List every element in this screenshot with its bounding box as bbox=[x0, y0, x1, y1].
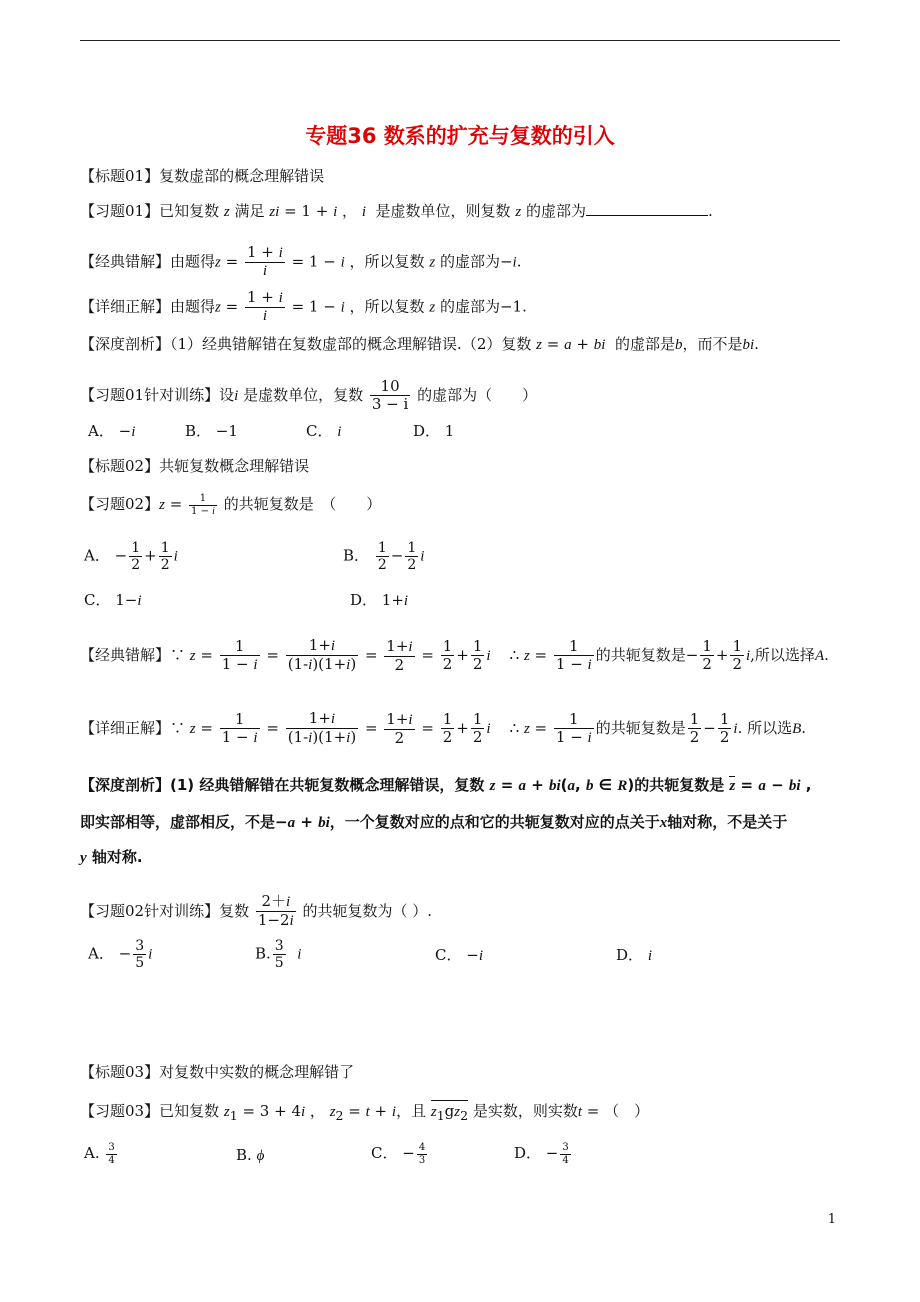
text: 的虚部为（ ） bbox=[417, 385, 538, 404]
section-1-heading: 【标题01】复数虚部的概念理解错误 bbox=[80, 167, 325, 185]
text: ，且 bbox=[396, 1102, 427, 1120]
option-label: C． bbox=[84, 591, 111, 609]
text: 已知复数 bbox=[159, 202, 220, 220]
label: 【习题01】 bbox=[80, 202, 160, 220]
text: 轴对称. bbox=[91, 848, 143, 866]
option-label: A． bbox=[84, 546, 110, 565]
option-label: A． bbox=[88, 422, 114, 440]
text: 的共轭复数是 （ ） bbox=[223, 495, 382, 513]
detailed-correct-01: 【详细正解】由题得z = $\frac{1 + i}{i}$ = 1 − i ，所以复数 z 的虚部为−1. bbox=[80, 288, 527, 325]
label: 【详细正解】 bbox=[80, 297, 171, 316]
option-d[interactable]: D． − $\frac{3}{4}$ bbox=[514, 1142, 569, 1166]
option-label: D． bbox=[350, 591, 378, 609]
text: 的虚部为 bbox=[525, 202, 586, 220]
option-c[interactable]: C． −i bbox=[435, 946, 483, 964]
header-rule bbox=[80, 40, 840, 41]
deep-analysis-02-line3: y 轴对称. bbox=[80, 848, 143, 866]
option-a[interactable]: A． −i bbox=[88, 422, 136, 440]
option-a[interactable]: A. $\frac{3}{4}$ bbox=[84, 1142, 115, 1166]
label: 【深度剖析】 bbox=[80, 335, 171, 353]
text: ，所以复数 bbox=[349, 252, 425, 271]
label: 【经典错解】 bbox=[80, 645, 171, 664]
option-label: D． bbox=[616, 946, 644, 964]
option-b[interactable]: B． −1 bbox=[185, 422, 238, 440]
deep-analysis-01: 【深度剖析】（1）经典错解错在复数虚部的概念理解错误.（2）复数 z = a + bi 的虚部是b，而不是bi. bbox=[80, 335, 759, 353]
exercise-01: 【习题01】已知复数 z 满足 zi = 1 + i ， i 是虚数单位，则复数 z 的虚部为 . bbox=[80, 199, 713, 223]
label: 【习题01针对训练】 bbox=[80, 385, 220, 404]
text: 是实数，则实数 bbox=[472, 1102, 578, 1120]
option-label: B. bbox=[236, 1146, 252, 1164]
label: 【习题02针对训练】 bbox=[80, 901, 220, 920]
text: 的虚部是 bbox=[614, 335, 675, 353]
option-d[interactable]: D． i bbox=[616, 946, 652, 964]
text: 轴对称，不是关于 bbox=[667, 813, 788, 831]
text: ,所以选择 bbox=[750, 645, 815, 664]
text: 已知复数 bbox=[159, 1102, 220, 1120]
option-c[interactable]: C． i bbox=[306, 422, 342, 440]
option-label: C． bbox=[306, 422, 333, 440]
text: 的共轭复数是 bbox=[595, 718, 686, 737]
text: 是虚数单位，则复数 bbox=[375, 202, 511, 220]
text: . 所以选 bbox=[737, 718, 793, 737]
option-label: A． bbox=[88, 944, 114, 963]
text: 即实部相等，虚部相反，不是 bbox=[80, 813, 276, 831]
option-label: D． bbox=[514, 1144, 542, 1162]
text: (1) 经典错解错在共轭复数概念理解错误，复数 bbox=[170, 776, 485, 794]
text: 的共轭复数是 bbox=[634, 776, 725, 794]
option-d[interactable]: D． 1+i bbox=[350, 591, 409, 609]
text: 设 bbox=[219, 385, 235, 404]
text: 的共轭复数是 bbox=[595, 645, 686, 664]
option-c[interactable]: C． 1−i bbox=[84, 591, 142, 609]
option-label: B. bbox=[255, 944, 271, 963]
training-02: 【习题02针对训练】复数 $\frac{2+i}{1-2i}$ 的共轭复数为（ ）. bbox=[80, 892, 433, 930]
section-2-heading: 【标题02】共轭复数概念理解错误 bbox=[80, 457, 310, 475]
option-label: C． bbox=[435, 946, 462, 964]
text: 的虚部为 bbox=[439, 252, 500, 271]
page-title: 专题36 数系的扩充与复数的引入 bbox=[305, 124, 615, 148]
option-label: B． bbox=[185, 422, 212, 440]
text: ，而不是 bbox=[682, 335, 743, 353]
text: 满足 bbox=[234, 202, 265, 220]
detailed-correct-02: 【详细正解】∵ z = $\frac{1}{1 - i}$ = $\frac{1+i}{(1-i)(1+i)}$ = $\frac{1+i}{2}$ = $\frac{1}{2}$ + $\frac{1}{2}$ i ∴ z = $\frac{1}{1 - i}$ 的共轭复数是 $\frac{1}{2}$ − $\frac{1}{2}$ i. 所以选B. bbox=[80, 709, 807, 747]
option-b[interactable]: B. $\frac{3}{5}$ i bbox=[255, 938, 302, 972]
label: 【详细正解】 bbox=[80, 718, 171, 737]
classic-wrong-02: 【经典错解】∵ z = $\frac{1}{1 - i}$ = $\frac{1+i}{(1-i)(1+i)}$ = $\frac{1+i}{2}$ = $\frac{1}{2}$ + $\frac{1}{2}$ i ∴ z = $\frac{1}{1 - i}$ 的共轭复数是− $\frac{1}{2}$ + $\frac{1}{2}$ i,所以选择A. bbox=[80, 636, 829, 674]
option-c[interactable]: C． − $\frac{4}{3}$ bbox=[371, 1142, 426, 1166]
option-label: D． bbox=[413, 422, 441, 440]
option-b[interactable]: B. ϕ bbox=[236, 1146, 265, 1164]
option-d[interactable]: D． 1 bbox=[413, 422, 455, 440]
text: 的虚部为 bbox=[439, 297, 500, 316]
deep-analysis-02-line2: 即实部相等，虚部相反，不是−a + bi，一个复数对应的点和它的共轭复数对应的点关于x轴对称，不是关于 bbox=[80, 813, 788, 831]
option-label: C． bbox=[371, 1144, 398, 1162]
answer-blank[interactable] bbox=[586, 199, 708, 216]
label: 【习题03】 bbox=[80, 1102, 160, 1120]
text: ，一个复数对应的点和它的共轭复数对应的点关于 bbox=[329, 813, 660, 831]
section-3-heading: 【标题03】对复数中实数的概念理解错了 bbox=[80, 1063, 355, 1081]
text: （ ） bbox=[604, 1102, 650, 1120]
option-label: B． bbox=[343, 546, 370, 565]
training-01: 【习题01针对训练】设i 是虚数单位，复数 $\frac{10}{3 - i}$ 的虚部为（ ） bbox=[80, 377, 538, 414]
deep-analysis-02-line1: 【深度剖析】(1) 经典错解错在共轭复数概念理解错误，复数 z = a + bi(a, b ∈ R)的共轭复数是 z = a − bi , bbox=[80, 776, 812, 794]
exercise-03: 【习题03】已知复数 $z_1 = 3 + 4i$ ， $z_2 = t + i$，且 $z_1gz_2$ 是实数，则实数t = （ ） bbox=[80, 1102, 650, 1123]
text: 的共轭复数为（ ）. bbox=[302, 901, 433, 920]
text: ，所以复数 bbox=[349, 297, 425, 316]
label: 【经典错解】 bbox=[80, 252, 171, 271]
text: （1）经典错解错在复数虚部的概念理解错误.（2）复数 bbox=[170, 335, 532, 353]
label: 【习题02】 bbox=[80, 495, 160, 513]
option-b[interactable]: B． $\frac{1}{2}$ − $\frac{1}{2}$ i bbox=[343, 540, 425, 574]
classic-wrong-01: 【经典错解】由题得z = $\frac{1 + i}{i}$ = 1 − i ，所以复数 z 的虚部为−i. bbox=[80, 243, 522, 280]
option-label: A. bbox=[84, 1144, 100, 1162]
exercise-02: 【习题02】z = $\frac{1}{1 - i}$ 的共轭复数是 （ ） bbox=[80, 493, 382, 517]
text: 由题得 bbox=[170, 297, 216, 316]
text: 复数 bbox=[219, 901, 250, 920]
page-number: 1 bbox=[827, 1212, 836, 1227]
text: 由题得 bbox=[170, 252, 216, 271]
label: 【深度剖析】 bbox=[80, 776, 171, 794]
option-a[interactable]: A． − $\frac{3}{5}$ i bbox=[88, 938, 153, 972]
text: 是虚数单位，复数 bbox=[243, 385, 364, 404]
option-a[interactable]: A． − $\frac{1}{2}$ + $\frac{1}{2}$ i bbox=[84, 540, 178, 574]
